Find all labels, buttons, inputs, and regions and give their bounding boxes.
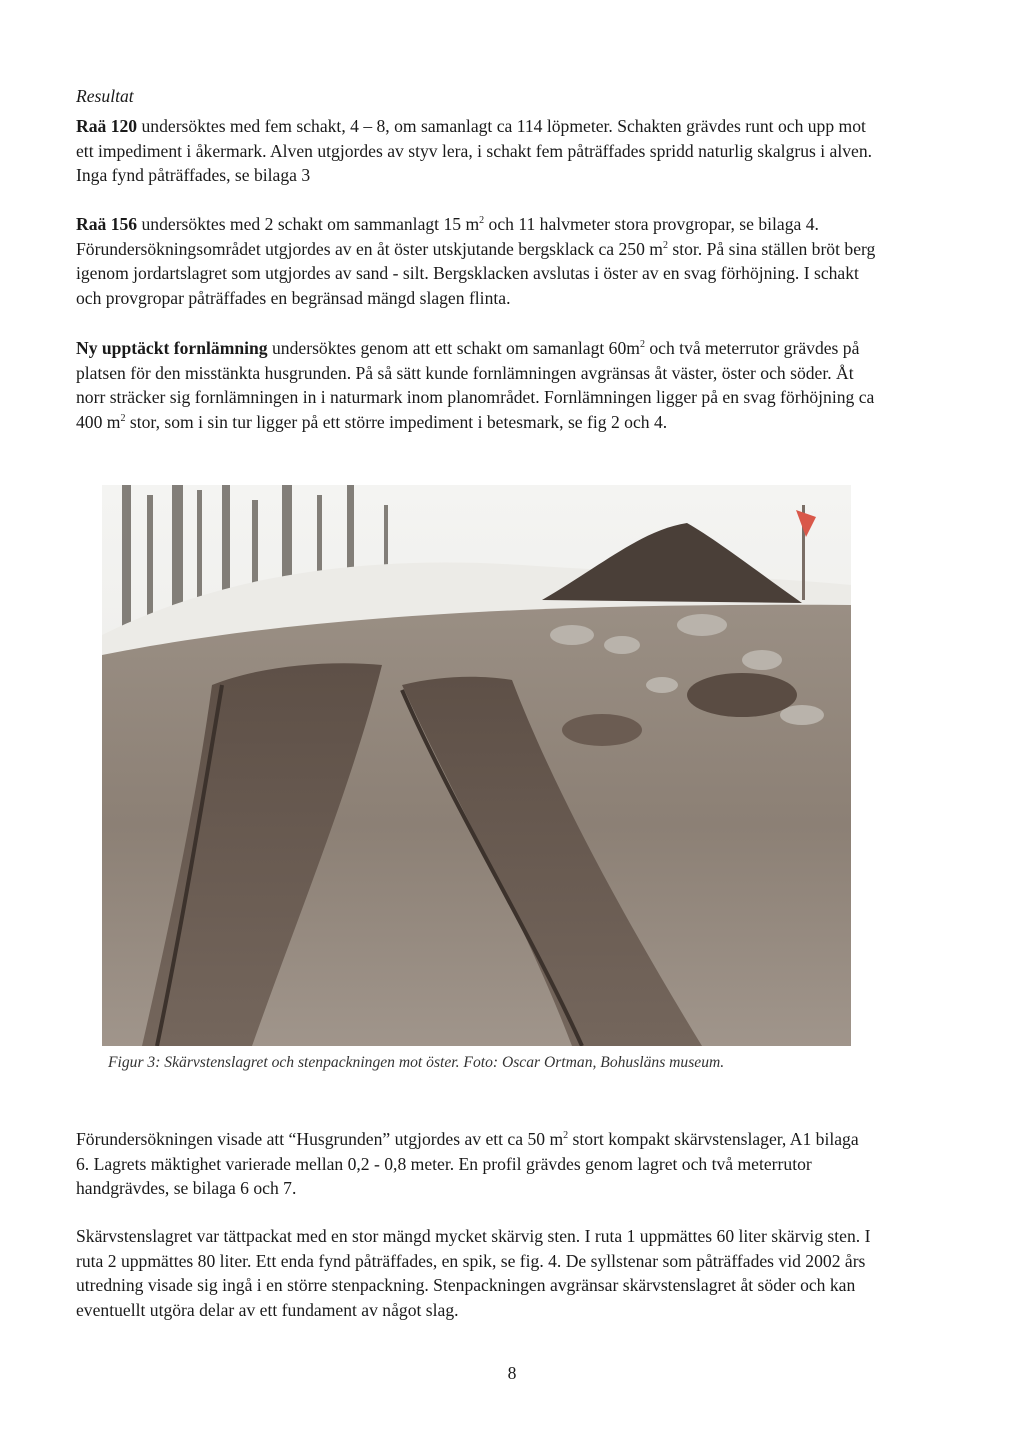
superscript: 2 <box>639 339 645 350</box>
paragraph-new-site <box>76 336 876 434</box>
paragraph-text: och två meterrutor grävdes på platsen för den misstänkta husgrunden. På så sätt kunde fornlämningen avgränsas åt väster, öster och söder. Åt norr sträcker sig fornlämningen in i naturmark inom planområdet. Fornlämningen ligger på en svag förhöjning ca 400 m <box>76 338 875 432</box>
page-number: 8 <box>507 1363 517 1383</box>
superscript: 2 <box>563 1130 569 1141</box>
paragraph-text: undersöktes genom att ett schakt om samanlagt 60m <box>267 338 640 358</box>
paragraph-text: och 11 halvmeter stora provgropar, se bilaga 4. Förundersökningsområdet utgjordes av en åt öster utskjutande bergsklack ca 250 m <box>76 214 819 259</box>
excavation-photo <box>102 485 851 1046</box>
paragraph-skarvstenslagret: Skärvstenslagret var tättpackat med en stor mängd mycket skärvig sten. I ruta 1 uppmättes 60 liter skärvig sten. I ruta 2 uppmättes 80 liter. Ett enda fynd påträffades, en spik, se fig. 4. De syllstenar som påträffades vid 2002 års utredning visade sig ingå i en större stenpackning. Stenpackningen avgränsar skärvstenslagret åt söder och kan eventuellt utgöra delar av ett fundament av något slag. <box>76 1226 871 1320</box>
paragraph-raa-156 <box>76 212 876 310</box>
paragraph-text: undersöktes med 2 schakt om sammanlagt 15 m <box>137 214 480 234</box>
paragraph-lead: Ny upptäckt fornlämning <box>76 338 268 358</box>
paragraph-text: undersöktes med fem schakt, 4 – 8, om samanlagt ca 114 löpmeter. Schakten grävdes runt och upp mot ett impediment i åkermark. Alven utgjordes av styv lera, i schakt fem påträffades spridd naturlig skalgrus i alven. Inga fynd påträffades, se bilaga 3 <box>76 116 873 186</box>
paragraph-text: stor. På sina ställen bröt berg igenom jordartslagret som utgjordes av sand - silt. Bergsklacken avslutas i öster av en svag förhöjning. I schakt och provgropar påträffades en begränsad mängd slagen flinta. <box>76 238 876 308</box>
paragraph-lead: Raä 156 <box>76 214 138 234</box>
figure-caption: Figur 3: Skärvstenslagret och stenpackningen mot öster. Foto: Oscar Ortman, Bohusläns museum. <box>108 1054 725 1071</box>
paragraph-text: stort kompakt skärvstenslager, A1 bilaga 6. Lagrets mäktighet varierade mellan 0,2 - 0,8 meter. En profil grävdes genom lagret och två meterrutor handgrävdes, se bilaga 6 och 7. <box>76 1129 859 1199</box>
superscript: 2 <box>120 412 126 424</box>
paragraph-text: stor, som i sin tur ligger på ett större impediment i betesmark, se fig 2 och 4. <box>125 411 668 432</box>
paragraph-husgrunden <box>76 1127 876 1201</box>
paragraph-lead: Raä 120 <box>76 116 138 136</box>
paragraph-raa-120 <box>76 114 876 188</box>
superscript: 2 <box>662 239 668 251</box>
superscript: 2 <box>479 215 485 226</box>
section-heading: Resultat <box>76 86 134 106</box>
paragraph-text: Förundersökningen visade att “Husgrunden” utgjordes av ett ca 50 m <box>76 1129 564 1149</box>
